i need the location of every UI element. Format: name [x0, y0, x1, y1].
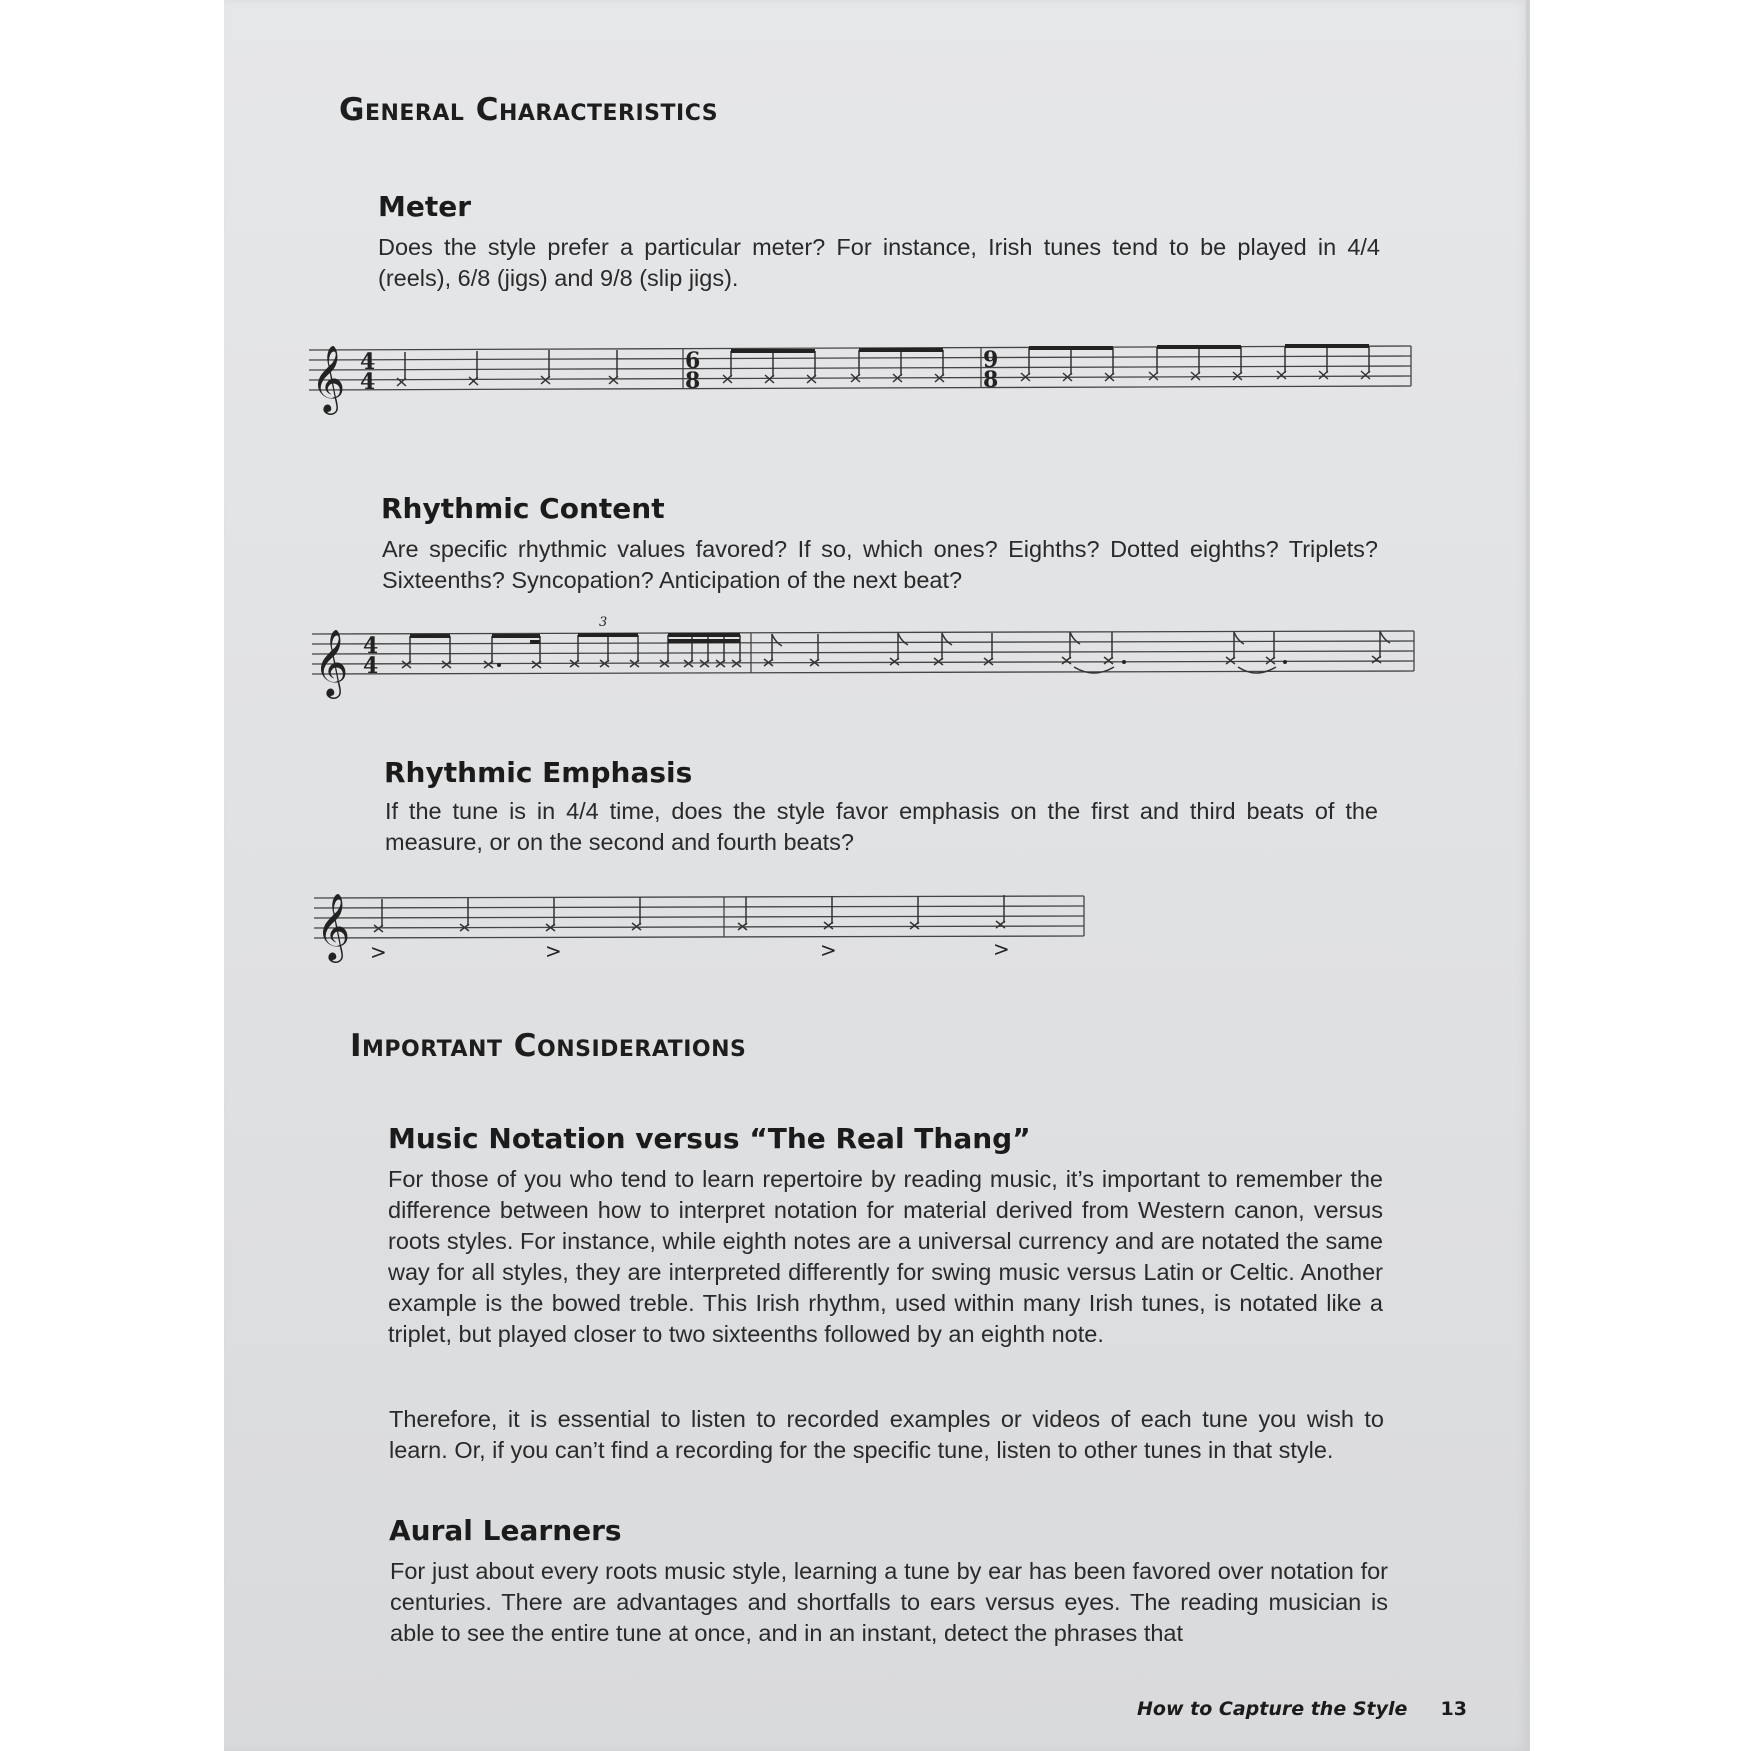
timesig-bottom: 4 — [363, 653, 379, 679]
music-notation-body-1: For those of you who tend to learn repertoire by reading music, it’s important to remember the difference between how to interpret notation for material derived from Western canon, versus roots styles. For instance, while eighth notes are a universal currency and are notated the same way for all styles, they are interpreted differently for swing music versus Latin or Celtic. Another example is the bowed treble. This Irish rhythm, used within many Irish tunes, is notated like a triplet, but played closer to two sixteenths followed by an eighth note. — [388, 1166, 1383, 1347]
accent-beat-1: > — [370, 940, 387, 964]
treble-clef-icon: 𝄞 — [311, 344, 346, 412]
tuplet-label: 3 — [599, 615, 608, 630]
heading-rhythmic-content: Rhythmic Content — [381, 492, 665, 525]
timesig-top: 4 — [363, 633, 379, 659]
accent-beat-1b: > — [820, 938, 837, 962]
timesig-6-8-bottom: 8 — [685, 368, 701, 394]
music-notation-body-2: Therefore, it is essential to listen to recorded examples or videos of each tune you wish to learn. Or, if you can’t find a recording for the specific tune, listen to other tunes in that style. — [389, 1406, 1384, 1463]
meter-body: Does the style prefer a particular meter? For instance, Irish tunes tend to be played in 4/4 (reels), 6/8 (jigs) and 9/8 (slip jigs). — [378, 234, 1380, 291]
meter-staff — [305, 330, 1415, 440]
rhythm-staff — [308, 612, 1418, 712]
treble-clef-icon: 𝄞 — [314, 628, 349, 696]
emphasis-staff — [310, 878, 1090, 978]
timesig-4-4-top: 4 — [360, 349, 376, 375]
rhythm-beams — [410, 635, 740, 642]
treble-clef-icon: 𝄞 — [316, 892, 351, 960]
accent-beat-3b: > — [993, 937, 1010, 961]
timesig-9-8-bottom: 8 — [983, 367, 999, 393]
heading-music-notation: Music Notation versus “The Real Thang” — [388, 1122, 1031, 1155]
page-number: 13 — [1440, 1698, 1467, 1720]
meter-quarter-notes — [397, 350, 618, 386]
section-title-important: Important Considerations — [350, 1028, 747, 1064]
timesig-9-8-top: 9 — [983, 347, 999, 373]
aural-learners-body: For just about every roots music style, learning a tune by ear has been favored over notation for centuries. There are advantages and shortfalls to ears versus eyes. The reading musician is able to see the entire tune at once, and in an instant, detect the phrases that — [390, 1558, 1388, 1646]
heading-meter: Meter — [378, 190, 472, 223]
rhythmic-emphasis-body: If the tune is in 4/4 time, does the style favor emphasis on the first and third beats of the measure, or on the second and fourth beats? — [385, 798, 1378, 855]
heading-aural-learners: Aural Learners — [389, 1514, 622, 1547]
page-footer — [1137, 1698, 1467, 1720]
heading-rhythmic-emphasis: Rhythmic Emphasis — [384, 756, 693, 789]
timesig-4-4-bottom: 4 — [360, 369, 376, 395]
rhythmic-content-body: Are specific rhythmic values favored? If so, which ones? Eighths? Dotted eighths? Triplets? Sixteenths? Syncopation? Anticipation of the next beat? — [382, 536, 1378, 593]
accent-beat-3: > — [545, 939, 562, 963]
section-title-general: General Characteristics — [339, 92, 719, 128]
footer-title: How to Capture the Style — [1137, 1698, 1408, 1720]
timesig-6-8-top: 6 — [685, 348, 701, 374]
